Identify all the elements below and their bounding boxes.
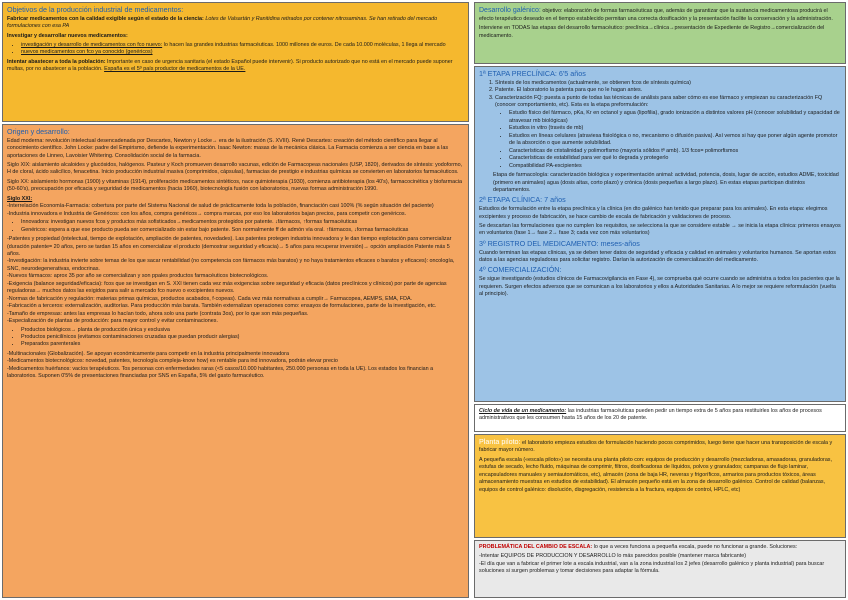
- list-item: • Compatibilidad PA-excipientes: [509, 163, 841, 170]
- origin-title: Origen y desarrollo:: [7, 127, 70, 136]
- list-item: • Productos penicilínicos (evitamos contaminaciones cruzadas que puedan producir alergias): [21, 334, 464, 341]
- scale-solution-2: -El día que van a fabricar el primer lote a escala industrial, van a la zona industrial los 2 jefes (desarrollo galénico y planta industrial) para buscar soluciones si surgen problemas y tomar decisiones para adaptar la fórmula.: [479, 560, 825, 575]
- list-item: • Características de cristalinidad y polimorfismo (mayoría sólidos tª amb). 1/3 fcos= polimorfismos: [509, 148, 841, 155]
- origin-19th-century: Siglo XIX: aislamiento alcaloides y glucósidos, halógenos. Pasteur y Koch promueven desarrollo vacunas, edición de Farmacopeas nacionales (USP, 1820), derivados de síntesis: yodoformo, H de cloral, ácido salicílico, fenacetina. Inicio producción industrial masiva (comprimidos, cápsulas), farmacias de prestigio e industrias químicas se convierten en laboratorios farmacéuticos.: [7, 162, 463, 176]
- origin-economy: -Interrelación Economía-Farmacia: cobertura por parte del Sistema Nacional de salud de prácticamente toda la población, financiación casi 100% (% según situación del paciente): [7, 203, 434, 210]
- list-item: 2. Patente. El laboratorio la patenta para que no le hagan antes.: [495, 87, 841, 94]
- pharmacology-stage: Etapa de farmacología: caracterización biológica y experimentación animal: actividad, potencia, dosis, lugar de acción, estudios ADME, toxicidad (primero en animales) agua (dosis altas, corto plazo) y crónica (dosis pequeñas a largo plazo). En estas etapas participan distintos departamentos.: [493, 172, 839, 193]
- list-item: 1. Síntesis de los medicamentos (actualmente, se obtienen fcos de síntesis química): [495, 80, 841, 87]
- list-item: • Innovadora: investigan nuevos fcos y productos más sofisticados→medicamentos protegidos por patente. ↓fármacos, ↑formas farmacéuticas: [21, 219, 464, 226]
- list-item: • Preparados parenterales: [21, 341, 464, 348]
- scale-problem-panel: [474, 540, 846, 598]
- objectives-title: Objetivos de la producción industrial de medicamentos:: [7, 5, 184, 14]
- objectives-panel: [2, 2, 469, 122]
- origin-industry: -Industria innovadora e Industria de Genéricos: con los años, compra genéricos→ compra marcas, por eso los laboratorios bajan precios, para competir con genéricos.: [7, 210, 407, 217]
- quality-rest: Lotes de Valsartán y Ranitidina retirados por contener nitrosaminas. Se han retirado del mercado formulaciones con esa PA: [7, 15, 438, 30]
- pilot-intro-text: el laboratorio empieza estudios de formulación haciendo pocos comprimidos, luego tiene que hacer una transposición de escala y fabricar mayor número.: [479, 440, 833, 454]
- clinical-text-2: Se descartan las formulaciones que no cumplen los requisitos, se selecciona la que se considere estable → se inicia la etapa clínica: primeros ensayos en voluntarios (fase 1→ fase 2→ fase 3; cada vez con más voluntarios): [479, 222, 841, 237]
- lifecycle-text: [479, 408, 841, 423]
- objectives-research-list: [7, 42, 464, 57]
- lifecycle-head: Ciclo de vida de un medicamento:: [479, 408, 567, 414]
- commercialization-title: 4º COMERCIALIZACIÓN:: [479, 265, 562, 275]
- list-item: [21, 49, 464, 56]
- pilot-title: Planta piloto:: [479, 437, 521, 446]
- origin-21st-heading: Siglo XXI:: [7, 195, 33, 202]
- lifecycle-body: las industrias farmacéuticas pueden pedir un tiempo extra de 5 años para restituirles los años de procesos administrativos que les consumen hasta 15 años de los 20 de patente.: [479, 408, 822, 422]
- registry-title: 3º REGISTRO DEL MEDICAMENTO: meses-años: [479, 238, 640, 248]
- scale-solution-1: -Intentar EQUIPOS DE PRODUCCION Y DESARROLLO lo más parecidos posible (mantener marca fabricante): [479, 553, 747, 560]
- list-item: • Productos biológicos→ planta de producción única y exclusiva: [21, 327, 464, 334]
- supply-bold: Intentar abastecer a toda la población:: [7, 58, 106, 65]
- clinical-text: Estudios de formulación entre la etapa preclínica y la clínica (en dto galénico han tenido que preparar para los animales). En esta etapa: elegimos excipientes y proceso de fabricación, se hace cambio de escala de fabricación y validaciones de proceso.: [479, 206, 828, 220]
- item-underline: nuevos medicamentos con fco ya conocido (genéricos): [21, 49, 153, 56]
- origin-patents: -Patentes y propiedad (intelectual, tiempo de explotación, ampliación de patentes, novedades). Las patentes protegen industria innovadora y le dan tiempo explotación para comercializar (duración patente= 20 años, pero se tardan 15 años en comercializar el producto (demostrar seguridad y eficacia)→ 5 años para recuperar inversión)→ opción ampliación Patente más 5 años.: [7, 236, 452, 257]
- supply-rest: Importante en caso de urgencia sanitaria (el estado Español puede intervenir). Si producto autorizado que no está en el mercado puede suponer multas, por no abastecer a la población.: [7, 58, 453, 73]
- galenic-title: Desarrollo galénico:: [479, 7, 541, 14]
- list-item: • Características de estabilidad para ver qué lo degrada y protegerlo: [509, 155, 841, 162]
- supply-underline: España es el 5º país productor de medicamentos de la UE.: [104, 66, 246, 73]
- scale-intro-text: lo que a veces funciona a pequeña escala, puede no funcionar a grande. Soluciones:: [592, 544, 798, 550]
- origin-research: -Investigación: la industria invierte sobre temas de los que sacar rentabilidad (no competencia con fármacos más baratos) y no haya tratamientos eficaces o baratos y eficaces): oncología, SNC, neurodegenerativas, endocrinas.: [7, 258, 455, 272]
- origin-regulation: -Normas de fabricación y regulación: materias primas químicas, productos acabados, f·copeas). Cada vez más normativas a cumplir→ Farmacopea, AEMPS, EMA, FDA.: [7, 295, 413, 302]
- preclinical-title: 1ª ETAPA PRECLÍNICA: 6'5 años: [479, 69, 586, 78]
- origin-20th-century: Siglo XX: aislamiento hormonas (1900) y vitaminas (1914), proliferación medicamentos sintéticos, nace quimioterapia (1930), comienza antibioterapia (los 40's), farmacocinética y biofarmacia (50-60's), preocupación por eficacia y seguridad de medicamentos (hacia 1960), biotecnología fusión con laboratorios, nuevas formas administración 1990.: [7, 178, 462, 193]
- origin-multinationals: -Multinacionales (Globalización). Se apoyan económicamente para competir en la industria principalmente innovadora: [7, 350, 289, 357]
- objectives-research-heading: Investigar y desarrollar nuevos medicamentos:: [7, 32, 128, 39]
- pilot-plant-panel: [474, 434, 846, 538]
- pilot-intro: [479, 438, 841, 455]
- list-item: • Genéricos: espera a que ese producto pueda ser comercializado sin estar bajo patente. Son normalmente ff de admón vía oral. ↑fármacos, ↓formas farmacéuticas: [21, 227, 464, 234]
- origin-panel: [2, 124, 469, 598]
- origin-specialization: -Especialización de plantas de producción: para mayor control y evitar contaminaciones.: [7, 318, 218, 325]
- quality-bold: Fabricar medicamentos con la calidad exigible según el estado de la ciencia:: [7, 15, 204, 22]
- stages-panel: [474, 66, 846, 402]
- pilot-equipment: A pequeña escala («escala piloto») se necesita una planta piloto con: equipos de producción y desarrollo (mezcladoras, amasadoras, granuladoras, estufas de secado, lecho fluido, máquinas de comprimir, filtros, dosificadoras de líquidos, polvos y granulados; campanas de flujo laminar, encapsuladores manuales y semiautomáticos, etc), almacén (zona de baja HR, neveras y frigoríficos, armarios para productos tóxicos, áreas almacenamiento muestras en estudios de estabilidad). El almacén pequeño está en la zona de desarrollo galénico. Control de calidad (balanzas, equipos de control galénico: disolución, disgregación, resistencia a la fractura, equipos de control, HPLC, etc): [479, 456, 833, 493]
- galenic-panel: [474, 2, 846, 64]
- commercialization-text: Se sigue investigando (estudios clínicos de Farmacovigilancia en Fase 4), se comprueba qué ocurre cuando se administra a todos los pacientes que la requieren. Surgen efectos adversos que se comunican a los laboratorios y ellos a Autoridades Sanitarias. A lo mejor se requiere reformulación (vuelta al principio).: [479, 276, 840, 297]
- preformulation-list: [479, 110, 841, 170]
- origin-biotech: -Medicamentos biotecnológicos: novedad, patentes, tecnología compleja-know how) es rentable para ind innovadora, podrán elevar precio: [7, 358, 338, 365]
- objectives-supply: [7, 59, 464, 74]
- origin-company-size: -Tamaño de empresas: antes las empresas lo hacían todo, ahora solo una parte (contrata 3os), por lo que son más pequeñas.: [7, 310, 309, 317]
- list-item: [21, 42, 464, 49]
- list-item: • Estudios en líneas celulares (atraviesa fisiológica o no, mecanismo o difusión pasiva). Así vemos si hay que poner algún agente promotor de la absorción o que aumente solubilidad.: [509, 133, 841, 148]
- galenic-stages: Interviene en TODAS las etapas del desarrollo farmacéutico: preclínica→clínica→presentación de Expediente de Registro→comercialización del medicamento.: [479, 25, 825, 39]
- origin-modern-age: Edad moderna: revolución intelectual desencadenada por Descartes, Newton y Locke→ era de la ilustración (S. XVIII). René Descartes: creación del método científico para llegar al conocimiento científico. John Locke: padre del Empirismo, defiende la experimentación. Isaac Newton: masas de la mecánica clásica. La Farmacia comienza a ser ciencia en base a las aportaciones de Linneo, Lavoisier Whitering. Consolidación social de la farmacia.: [7, 137, 449, 159]
- scale-title: PROBLEMÁTICA DEL CAMBIO DE ESCALA:: [479, 544, 593, 550]
- clinical-title: 2ª ETAPA CLÍNICA: 7 años: [479, 195, 566, 205]
- origin-industry-list: [7, 219, 464, 234]
- origin-safety: -Exigencia (balance seguridad/eficacia): fcos que se investigan en S. XXI tienen cada vez más exigencias sobre seguridad y eficacia (datos preclínicos y clínicos) por parte de agencias reguladoras→ muchos datos las exigidos para salir a mercado fco nuevo o excipientes nuevos.: [7, 280, 447, 295]
- item-text: lo hacen las grandes industrias farmacéuticas. 1000 millones de euros. De cada 10.000 moléculas, 1 llega al mercado: [162, 42, 446, 48]
- list-item: 3. Caracterización FQ: puesta a punto de todas las técnicas de análisis para saber cómo es ese fármaco y empiezan su caracterización FQ (conocer comportamiento, etc). Esta es la etapa preformulación:: [495, 95, 841, 110]
- item-underline: investigación y desarrollo de medicamentos con fco nuevo:: [21, 42, 163, 48]
- galenic-intro: [479, 6, 841, 23]
- list-item: • Estudio físico del fármaco, pKa, Kr en octanol y agua (lipofilia), grado ionización a distintos valores pH (conocer solubilidad y capacidad de atravesar mb biológicas): [509, 110, 841, 125]
- list-item: • Estudios in vitro (través de mb): [509, 125, 841, 132]
- scale-intro: [479, 544, 841, 551]
- origin-new-drugs: -Nuevos fármacos: aprox 35 por año se comercializan y son ppales productos farmacéuticos biotecnológicos.: [7, 273, 269, 280]
- origin-specialization-list: [7, 327, 464, 349]
- registry-text: Cuando terminan las etapas clínicas, ya se deben tener datos de seguridad y eficacia y calidad en animales y voluntarios humanos. Se aportan estos datos a las agencias reguladoras para solicitar registro. Darían la autorización de comercialización del medicamento.: [479, 249, 836, 263]
- origin-orphan: -Medicamentos huérfanos: vacíos terapéuticos. Tos personas con enfermedades raras (<5 casos/10.000 habitantes, 250.000 personas en toda la UE). Los estados los financian a laboratorios. Suponen 0'5% de presentaciones financiadas por SNS en España, 5% del gasto farmacéutico.: [7, 365, 434, 380]
- galenic-text: objetivo: elaboración de formas farmacéuticas que, además de garantizar que la sustancia medicamentosa producirá el efecto terapéutico deseado en el tiempo establecido permitan una correcta dosificación y la presentación facilite la conservación y la administración.: [479, 8, 833, 22]
- objectives-quality: [7, 16, 464, 31]
- origin-third-party: -Fabricación a terceros: externalización, auditorías. Para producción más barata. También externalizan operaciones como: ensayos de formulaciones, parte de la investigación, etc.: [7, 303, 437, 310]
- preclinical-list: [479, 80, 841, 110]
- lifecycle-panel: [474, 404, 846, 432]
